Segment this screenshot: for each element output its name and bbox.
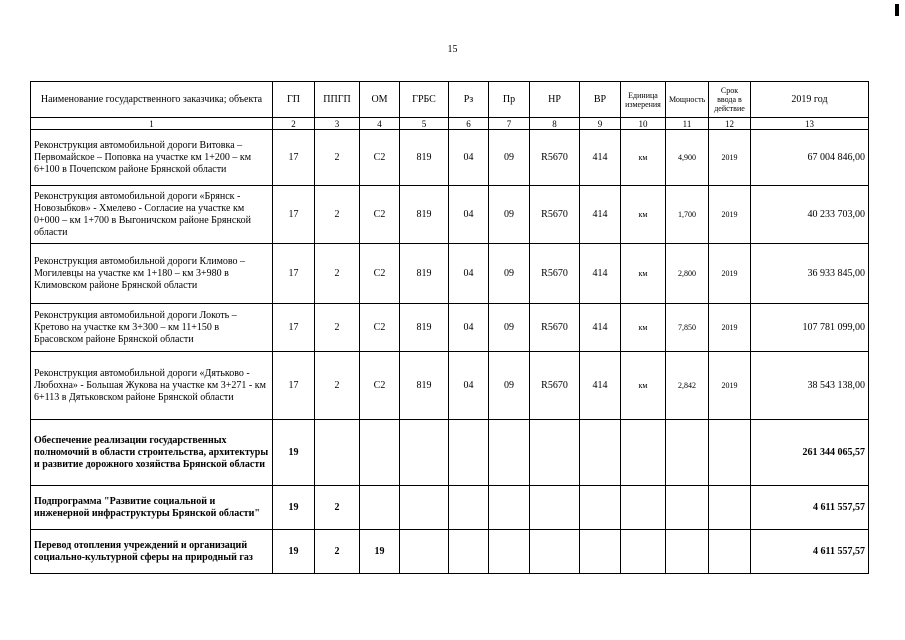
empty-cell [666, 486, 709, 530]
pr-cell: 09 [489, 304, 530, 352]
column-number: 6 [449, 118, 489, 130]
column-number: 10 [621, 118, 666, 130]
empty-cell [580, 530, 621, 574]
term-cell: 2019 [709, 352, 751, 420]
budget-table [30, 81, 869, 574]
header-pr: Пр [489, 82, 530, 118]
grbs-cell: 819 [400, 244, 449, 304]
nr-cell: R5670 [530, 352, 580, 420]
om-cell [360, 420, 400, 486]
object-name: Реконструкция автомобильной дороги «Дятьково - Любохна» - Большая Жукова на участке км 3+271 - км 6+113 в Дятьковском районе Брянской области [31, 352, 273, 420]
header-om: ОМ [360, 82, 400, 118]
ppgp-cell: 2 [315, 186, 360, 244]
empty-cell [530, 486, 580, 530]
empty-cell [449, 530, 489, 574]
om-cell: С2 [360, 244, 400, 304]
capacity-cell: 7,850 [666, 304, 709, 352]
empty-cell [530, 420, 580, 486]
header-name: Наименование государственного заказчика; объекта [31, 82, 273, 118]
summary-name: Обеспечение реализации государственных полномочий в области строительства, архитектуры и развитие дорожного хозяйства Брянской области [31, 420, 273, 486]
ppgp-cell: 2 [315, 304, 360, 352]
empty-cell [449, 486, 489, 530]
amount-cell: 67 004 846,00 [751, 130, 869, 186]
gp-cell: 17 [273, 352, 315, 420]
column-number: 11 [666, 118, 709, 130]
header-unit: Единица измерения [621, 82, 666, 118]
amount-cell: 261 344 065,57 [751, 420, 869, 486]
column-number: 2 [273, 118, 315, 130]
vr-cell: 414 [580, 130, 621, 186]
vr-cell: 414 [580, 304, 621, 352]
unit-cell: км [621, 244, 666, 304]
unit-cell: км [621, 304, 666, 352]
unit-cell: км [621, 130, 666, 186]
ppgp-cell [315, 420, 360, 486]
header-vr: ВР [580, 82, 621, 118]
grbs-cell: 819 [400, 304, 449, 352]
amount-cell: 36 933 845,00 [751, 244, 869, 304]
summary-row [31, 486, 869, 530]
ppgp-cell: 2 [315, 486, 360, 530]
vr-cell: 414 [580, 352, 621, 420]
empty-cell [621, 530, 666, 574]
pr-cell: 09 [489, 130, 530, 186]
column-number: 3 [315, 118, 360, 130]
empty-cell [489, 486, 530, 530]
grbs-cell: 819 [400, 130, 449, 186]
page-edge-mark [895, 4, 899, 16]
amount-cell: 4 611 557,57 [751, 486, 869, 530]
gp-cell: 19 [273, 530, 315, 574]
pr-cell: 09 [489, 352, 530, 420]
empty-cell [489, 530, 530, 574]
column-number: 13 [751, 118, 869, 130]
term-cell: 2019 [709, 130, 751, 186]
object-name: Реконструкция автомобильной дороги Витовка – Первомайское – Поповка на участке км 1+200 – км 6+100 в Почепском районе Брянской области [31, 130, 273, 186]
column-number: 4 [360, 118, 400, 130]
table-row [31, 130, 869, 186]
grbs-cell: 819 [400, 352, 449, 420]
empty-cell [400, 420, 449, 486]
table-row [31, 244, 869, 304]
empty-cell [709, 420, 751, 486]
gp-cell: 19 [273, 420, 315, 486]
pr-cell: 09 [489, 186, 530, 244]
vr-cell: 414 [580, 244, 621, 304]
gp-cell: 17 [273, 304, 315, 352]
empty-cell [530, 530, 580, 574]
table-row [31, 186, 869, 244]
rz-cell: 04 [449, 186, 489, 244]
rz-cell: 04 [449, 304, 489, 352]
om-cell: С2 [360, 304, 400, 352]
term-cell: 2019 [709, 244, 751, 304]
rz-cell: 04 [449, 244, 489, 304]
gp-cell: 19 [273, 486, 315, 530]
ppgp-cell: 2 [315, 244, 360, 304]
om-cell: С2 [360, 130, 400, 186]
empty-cell [580, 420, 621, 486]
header-ppgp: ППГП [315, 82, 360, 118]
column-number: 5 [400, 118, 449, 130]
unit-cell: км [621, 352, 666, 420]
table-row [31, 352, 869, 420]
column-number: 12 [709, 118, 751, 130]
empty-cell [666, 420, 709, 486]
object-name: Реконструкция автомобильной дороги Локоть – Кретово на участке км 3+300 – км 11+150 в Брасовском районе Брянской области [31, 304, 273, 352]
header-grbs: ГРБС [400, 82, 449, 118]
rz-cell: 04 [449, 130, 489, 186]
om-cell: 19 [360, 530, 400, 574]
summary-row [31, 530, 869, 574]
nr-cell: R5670 [530, 186, 580, 244]
summary-name: Перевод отопления учреждений и организаций социально-культурной сферы на природный газ [31, 530, 273, 574]
object-name: Реконструкция автомобильной дороги Климово – Могилевцы на участке км 1+180 – км 3+980 в Климовском районе Брянской области [31, 244, 273, 304]
om-cell [360, 486, 400, 530]
header-gp: ГП [273, 82, 315, 118]
empty-cell [489, 420, 530, 486]
header-year: 2019 год [751, 82, 869, 118]
unit-cell: км [621, 186, 666, 244]
summary-row [31, 420, 869, 486]
amount-cell: 107 781 099,00 [751, 304, 869, 352]
amount-cell: 40 233 703,00 [751, 186, 869, 244]
vr-cell: 414 [580, 186, 621, 244]
page-number: 15 [447, 44, 458, 55]
empty-cell [709, 530, 751, 574]
capacity-cell: 4,900 [666, 130, 709, 186]
gp-cell: 17 [273, 186, 315, 244]
empty-cell [709, 486, 751, 530]
ppgp-cell: 2 [315, 352, 360, 420]
column-number-row [31, 118, 869, 130]
empty-cell [621, 486, 666, 530]
column-number: 1 [31, 118, 273, 130]
amount-cell: 4 611 557,57 [751, 530, 869, 574]
header-row [31, 82, 869, 118]
ppgp-cell: 2 [315, 130, 360, 186]
header-term: Срок ввода в действие [709, 82, 751, 118]
nr-cell: R5670 [530, 130, 580, 186]
header-capacity: Мощность [666, 82, 709, 118]
object-name: Реконструкция автомобильной дороги «Брянск - Новозыбков» - Хмелево - Согласие на участке км 0+000 – км 1+700 в Выгоничском районе Брянской области [31, 186, 273, 244]
header-nr: НР [530, 82, 580, 118]
empty-cell [400, 486, 449, 530]
column-number: 8 [530, 118, 580, 130]
empty-cell [400, 530, 449, 574]
pr-cell: 09 [489, 244, 530, 304]
empty-cell [580, 486, 621, 530]
ppgp-cell: 2 [315, 530, 360, 574]
om-cell: С2 [360, 186, 400, 244]
summary-name: Подпрограмма "Развитие социальной и инженерной инфраструктуры Брянской области" [31, 486, 273, 530]
header-rz: Рз [449, 82, 489, 118]
table-row [31, 304, 869, 352]
grbs-cell: 819 [400, 186, 449, 244]
term-cell: 2019 [709, 186, 751, 244]
nr-cell: R5670 [530, 244, 580, 304]
column-number: 9 [580, 118, 621, 130]
empty-cell [449, 420, 489, 486]
nr-cell: R5670 [530, 304, 580, 352]
capacity-cell: 2,800 [666, 244, 709, 304]
capacity-cell: 1,700 [666, 186, 709, 244]
gp-cell: 17 [273, 130, 315, 186]
empty-cell [621, 420, 666, 486]
column-number: 7 [489, 118, 530, 130]
gp-cell: 17 [273, 244, 315, 304]
amount-cell: 38 543 138,00 [751, 352, 869, 420]
empty-cell [666, 530, 709, 574]
om-cell: С2 [360, 352, 400, 420]
capacity-cell: 2,842 [666, 352, 709, 420]
term-cell: 2019 [709, 304, 751, 352]
rz-cell: 04 [449, 352, 489, 420]
